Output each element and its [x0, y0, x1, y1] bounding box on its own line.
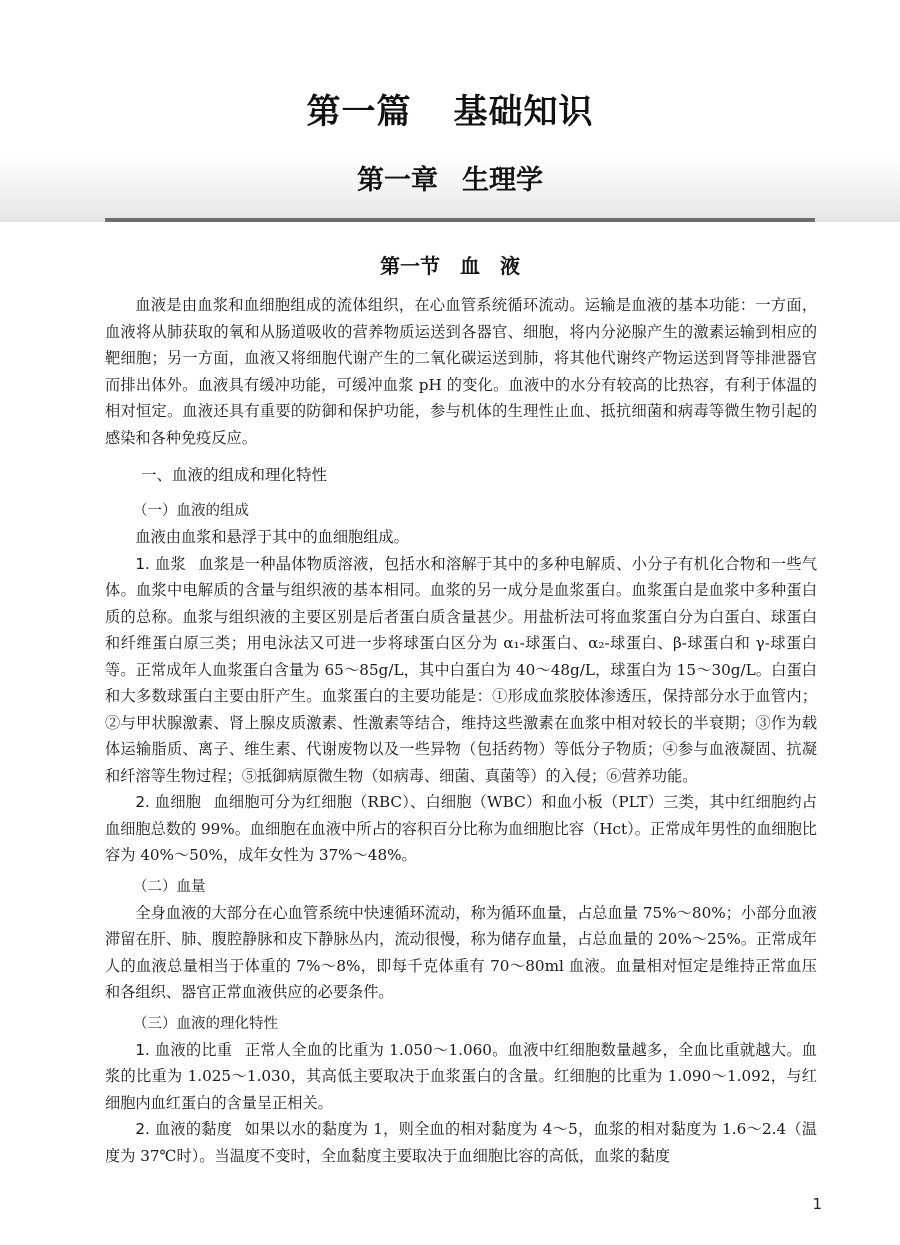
viscosity-text: 如果以水的黏度为 1，则全血的相对黏度为 4～5，血浆的相对黏度为 1.6～2.4（温度为 37℃时）。当温度不变时，全血黏度主要取决于血细胞比容的高低，血浆的黏度	[105, 1120, 817, 1165]
plasma-lead: 1. 血浆	[135, 554, 186, 573]
intro-paragraph: 血液是由血浆和血细胞组成的流体组织，在心血管系统循环流动。运输是血液的基本功能：一方面，血液将从肺获取的氧和从肠道吸收的营养物质运送到各器官、细胞，将内分泌腺产生的激素运输到相应的靶细胞；另一方面，血液又将细胞代谢产生的二氧化碳运送到肺，将其他代谢终产物运送到肾等排泄器官而排出体外。血液具有缓冲功能，可缓冲血浆 pH 的变化。血液中的水分有较高的比热容，有利于体温的相对恒定。血液还具有重要的防御和保护功能，参与机体的生理性止血、抵抗细菌和病毒等微生物引起的感染和各种免疫反应。	[105, 296, 817, 447]
subheading-physicochemical: （三）血液的理化特性	[133, 1015, 278, 1032]
section-title	[0, 250, 900, 279]
cells-paragraph	[105, 789, 817, 869]
heading-composition-properties: 一、血液的组成和理化特性	[141, 466, 328, 484]
volume-paragraph: 全身血液的大部分在心血管系统中快速循环流动，称为循环血量，占总血量 75%～80%；小部分血液滞留在肝、肺、腹腔静脉和皮下静脉丛内，流动很慢，称为储存血量，占总血量的 20%～25%。正常成年人的血液总量相当于体重的 7%～8%，即每千克体重有 70～80ml 血液。血量相对恒定是维持正常血压和各组织、器官正常血液供应的必要条件。	[105, 903, 817, 1001]
gravity-lead: 1. 血液的比重	[135, 1040, 233, 1059]
body-content	[105, 292, 817, 1169]
part-name: 基础知识	[453, 92, 594, 132]
chapter-name: 生理学	[462, 165, 543, 196]
composition-intro: 血液由血浆和悬浮于其中的血细胞组成。	[135, 528, 409, 546]
subheading-blood-composition: （一）血液的组成	[133, 503, 249, 519]
header-divider	[105, 218, 815, 222]
part-number: 第一篇	[306, 92, 412, 132]
chapter-title	[0, 158, 900, 197]
cells-text: 血细胞可分为红细胞（RBC）、白细胞（WBC）和血小板（PLT）三类，其中红细胞约占血细胞总数的 99%。血细胞在血液中所占的容积百分比称为血细胞比容（Hct）。正常成年男性的血细胞比容为 40%～50%，成年女性为 37%～48%。	[105, 793, 817, 864]
cells-lead: 2. 血细胞	[135, 793, 202, 811]
section-number: 第一节	[380, 254, 440, 278]
viscosity-lead: 2. 血液的黏度	[135, 1120, 233, 1138]
gravity-paragraph	[105, 1037, 817, 1117]
subheading-blood-volume: （二）血量	[133, 878, 206, 895]
plasma-paragraph	[105, 551, 817, 790]
chapter-number: 第一章	[357, 165, 438, 196]
page-number: 1	[812, 1195, 822, 1213]
section-name: 血 液	[460, 254, 520, 278]
part-title	[0, 84, 900, 133]
plasma-text: 血浆是一种晶体物质溶液，包括水和溶解于其中的多种电解质、小分子有机化合物和一些气体。血浆中电解质的含量与组织液的基本相同。血浆的另一成分是血浆蛋白。血浆蛋白是血浆中多种蛋白质的总称。血浆与组织液的主要区别是后者蛋白质含量甚少。用盐析法可将血浆蛋白分为白蛋白、球蛋白和纤维蛋白原三类；用电泳法又可进一步将球蛋白区分为 α₁-球蛋白、α₂-球蛋白、β-球蛋白和 γ-球蛋白等。正常成年人血浆蛋白含量为 65～85g/L，其中白蛋白为 40～48g/L，球蛋白为 15～30g/L。白蛋白和大多数球蛋白主要由肝产生。血浆蛋白的主要功能是：①形成血浆胶体渗透压，保持部分水于血管内；②与甲状腺激素、肾上腺皮质激素、性激素等结合，维持这些激素在血浆中相对较长的半衰期；③作为载体运输脂质、离子、维生素、代谢废物以及一些异物（包括药物）等低分子物质；④参与血液凝固、抗凝和纤溶等生物过程；⑤抵御病原微生物（如病毒、细菌、真菌等）的入侵；⑥营养功能。	[105, 554, 818, 785]
viscosity-paragraph	[105, 1116, 817, 1169]
gravity-text: 正常人全血的比重为 1.050～1.060。血液中红细胞数量越多，全血比重就越大。血浆的比重为 1.025～1.030，其高低主要取决于血浆蛋白的含量。红细胞的比重为 1.090～1.092，与红细胞内血红蛋白的含量呈正相关。	[105, 1040, 817, 1112]
